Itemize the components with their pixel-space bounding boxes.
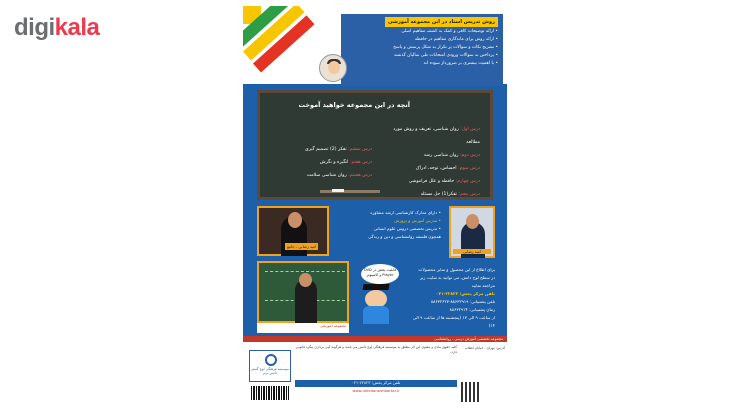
teacher-photo-right [449, 206, 495, 258]
teacher-tag: امید رضایی - جامع [287, 244, 317, 249]
lesson-text: تفکر (2) تصمیم گیری [304, 147, 347, 152]
method-line: • ارائه روش برای ماندگاری مفاهیم در حافظه [414, 37, 498, 42]
lesson-text: تفکر(1) حل مسئله [420, 192, 457, 197]
qualification-line: • تدریس تخصصی دروس علوم انسانی [373, 226, 441, 231]
logo-red-text: kala [54, 14, 100, 41]
chalk [332, 189, 344, 192]
lesson-item [272, 156, 372, 169]
publisher-name: موسسه فرهنگی لوح گستر دانش برتر [251, 367, 289, 375]
barcode-icon [251, 386, 289, 400]
professor-body [363, 306, 389, 324]
lesson-text: حافظه و علل فراموشی [408, 179, 455, 184]
contact-line: از ساعت ۹ الی ۱۷ (پنجشنبه ها از ساعت ۹ الی ۱۴) [412, 315, 495, 328]
qualification-line: همچون فلسفه روانشناسی و دین و زندگی [368, 234, 441, 239]
publisher-logo [249, 350, 291, 382]
board-title: آنچه در این مجموعه خواهید آموخت [298, 101, 410, 109]
product-image[interactable] [243, 6, 507, 404]
classroom-photo [257, 261, 349, 323]
lesson-item [380, 188, 480, 201]
contact-line: برای اطلاع از این محصول و سایر محصولات [418, 267, 495, 272]
lesson-text: روان شناسی رشد [423, 153, 459, 158]
lesson-label: درس ششم: [348, 147, 372, 152]
cartoon-teacher-avatar [319, 54, 347, 82]
publisher-mark-icon [265, 354, 277, 366]
lesson-item [272, 169, 372, 182]
lesson-item [380, 123, 480, 149]
lesson-label: درس اول: [460, 127, 480, 132]
lesson-item [380, 175, 480, 188]
lesson-item [380, 149, 480, 162]
lessons-left-column [272, 143, 372, 182]
contact-line: تلفن پشتیبانی: ۸۸۶۳۲۹۱۹-۸۸۶۳۲۶۲۷ [430, 299, 495, 304]
phone-band: تلفن مرکز پخش: ۲۲۸۲۳-۰۲۱ [295, 380, 457, 387]
chalk-tray [320, 190, 380, 193]
avatar-face [328, 61, 340, 74]
logo-gray-text: digi [14, 14, 55, 41]
dvd-badge: قابلیت پخش در DVD Player و کامپیوتر [361, 264, 399, 284]
teaching-method-title: روش تدریس استاد در این مجموعه آموزشی [385, 17, 498, 27]
website-url: www.lohedaneshbartar.ir [352, 388, 400, 393]
qr-code-icon [461, 382, 481, 402]
lesson-text: انگیزه و نگرش [319, 160, 349, 165]
digikala-logo[interactable] [14, 14, 99, 42]
lesson-label: درس پنجم: [458, 192, 480, 197]
teacher-photo-left [257, 206, 329, 256]
qualification-line: • مدرس آموزش و پرورش [394, 218, 441, 223]
method-line: • پرداختن به سوالات ورودی امتحانات طی سالیان گذشته [394, 53, 498, 58]
lesson-text: احساس، توجه، ادراک [415, 166, 457, 171]
method-line: • تشریح نکات و سوالات پر تکرار به شکل پرسش و پاسخ [393, 45, 498, 50]
teacher-head [288, 212, 302, 228]
qualification-line: • دارای مدارک کارشناسی ارشد مشاوره [370, 210, 441, 215]
publisher-address: آدرس: تهران - خیابان انقلاب [464, 346, 505, 350]
lesson-label: درس هشتم: [348, 173, 372, 178]
teaching-method-box [341, 14, 503, 86]
lesson-text: روان شناسی سلامت [306, 173, 347, 178]
method-line: • با اهمیت بیشتری بر ضرورداز سوده اند [423, 61, 498, 66]
brand-strip: مجموعه آموزشی [257, 323, 349, 333]
qualifications-box [337, 206, 445, 256]
contact-line: تلفن مرکز پخش: ۲۲۸۲۳-۰۲۱ [435, 291, 495, 296]
cartoon-professor [355, 284, 397, 324]
teacher-name: امید رضایی [453, 249, 491, 254]
lesson-label: درس چهارم: [455, 179, 480, 184]
lesson-item [380, 162, 480, 175]
lesson-label: درس هفتم: [349, 160, 372, 165]
cover-bottom-panel [243, 336, 507, 404]
lessons-right-column [380, 123, 480, 201]
contact-box [403, 264, 499, 334]
contact-line: در سطح لوح دانش، می توانید به سایت زیر مراجعه نمایید [419, 275, 495, 288]
method-line: • ارائه توضیحات کافی و کمک به کشف مفاهیم اصلی [401, 29, 498, 34]
lesson-text: روان شناسی، تعریف و روش مورد مطالعه [393, 127, 480, 145]
contact-line: زمان پشتیبانی: ۸۸۶۳۲۹۱۴ [449, 307, 495, 312]
lesson-item [272, 143, 372, 156]
fine-print: کلیه حقوق مادی و معنوی این اثر متعلق به موسسه فرهنگی لوح دانش می باشد و هرگونه کپی برداری پیگرد قانونی دارد. [295, 345, 457, 354]
chalkboard [257, 90, 493, 200]
teacher-head [299, 273, 312, 287]
lesson-label: درس دوم: [460, 153, 480, 158]
lesson-label: درس سوم: [458, 166, 480, 171]
teacher-head [466, 214, 479, 229]
bottom-red-bar: مجموعه تخصصی آموزش درسی - روانشناسی [243, 336, 507, 342]
